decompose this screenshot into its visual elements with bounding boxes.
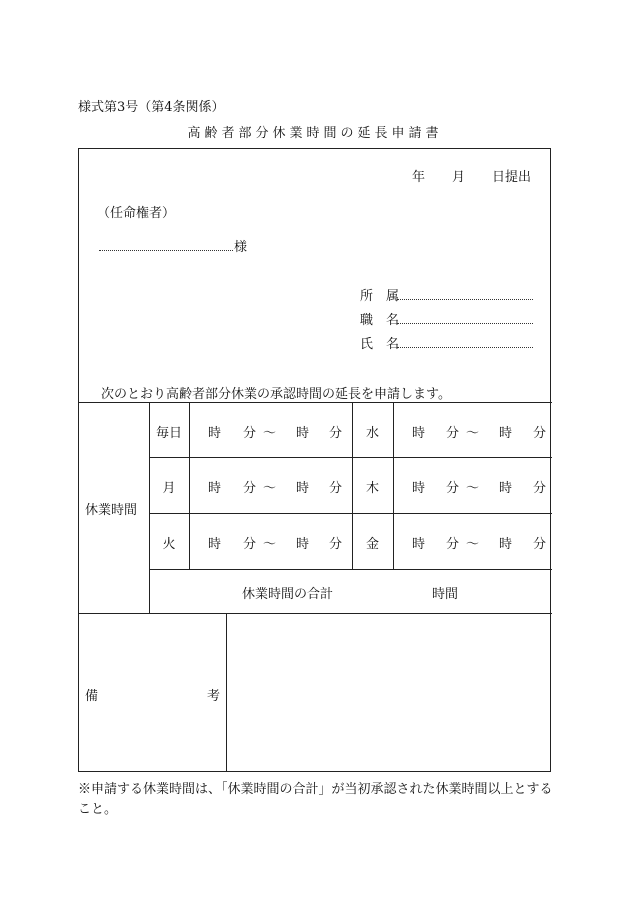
minute-unit: 分: [329, 426, 343, 441]
hour-unit: 時: [499, 481, 513, 496]
leave-time-label: 休業時間: [85, 503, 138, 518]
hour-unit: 時: [412, 537, 426, 552]
remarks-label-char2: 考: [207, 689, 221, 704]
day-mon: 月: [162, 481, 176, 496]
remarks-field[interactable]: [227, 614, 551, 771]
minute-unit: 分: [446, 426, 460, 441]
hour-unit: 時: [499, 426, 513, 441]
honorific: 様: [234, 240, 248, 255]
remarks-label-char1: 備: [85, 689, 99, 704]
name-label: 氏 名: [360, 337, 400, 352]
affiliation-label: 所 属: [360, 289, 400, 304]
range-tilde: 〜: [466, 481, 480, 496]
day-fri: 金: [365, 537, 379, 552]
range-tilde: 〜: [263, 481, 277, 496]
minute-unit: 分: [446, 481, 460, 496]
hour-unit: 時: [296, 481, 310, 496]
minute-unit: 分: [329, 481, 343, 496]
hour-unit: 時: [296, 537, 310, 552]
divider: [393, 402, 394, 569]
divider: [149, 513, 552, 514]
hour-unit: 時: [296, 426, 310, 441]
form-frame: [78, 148, 551, 772]
appointer-label: （任命権者）: [97, 206, 176, 221]
range-tilde: 〜: [263, 426, 277, 441]
range-tilde: 〜: [263, 537, 277, 552]
month-label: 月: [452, 170, 466, 185]
minute-unit: 分: [329, 537, 343, 552]
minute-unit: 分: [446, 537, 460, 552]
hour-unit: 時: [412, 481, 426, 496]
position-label: 職 名: [360, 313, 400, 328]
application-statement: 次のとおり高齢者部分休業の承認時間の延長を申請します。: [101, 387, 451, 402]
minute-unit: 分: [533, 481, 547, 496]
year-label: 年: [412, 170, 426, 185]
divider: [189, 402, 190, 569]
hour-unit: 時: [208, 426, 222, 441]
position-field[interactable]: [397, 323, 533, 324]
footnote: ※申請する休業時間は、「休業時間の合計」が当初承認された休業時間以上とすること。: [78, 782, 553, 817]
minute-unit: 分: [243, 537, 257, 552]
hour-unit: 時: [412, 426, 426, 441]
range-tilde: 〜: [466, 537, 480, 552]
minute-unit: 分: [533, 537, 547, 552]
minute-unit: 分: [243, 426, 257, 441]
form-title: 高齢者部分休業時間の延長申請書: [187, 126, 443, 141]
affiliation-field[interactable]: [397, 299, 533, 300]
submitted-day-label: 日提出: [492, 170, 532, 185]
day-everyday: 毎日: [155, 426, 182, 441]
minute-unit: 分: [243, 481, 257, 496]
day-tue: 火: [162, 537, 176, 552]
form-number: 様式第3号（第4条関係）: [78, 100, 225, 115]
total-label: 休業時間の合計: [242, 587, 334, 602]
range-tilde: 〜: [466, 426, 480, 441]
hour-unit: 時: [208, 537, 222, 552]
day-thu: 木: [365, 481, 379, 496]
divider: [149, 457, 552, 458]
hour-unit: 時: [208, 481, 222, 496]
day-wed: 水: [365, 426, 379, 441]
appointer-name-field[interactable]: [99, 250, 233, 251]
minute-unit: 分: [533, 426, 547, 441]
divider: [149, 569, 552, 570]
name-field[interactable]: [397, 347, 533, 348]
hour-unit: 時: [499, 537, 513, 552]
total-unit: 時間: [432, 587, 459, 602]
